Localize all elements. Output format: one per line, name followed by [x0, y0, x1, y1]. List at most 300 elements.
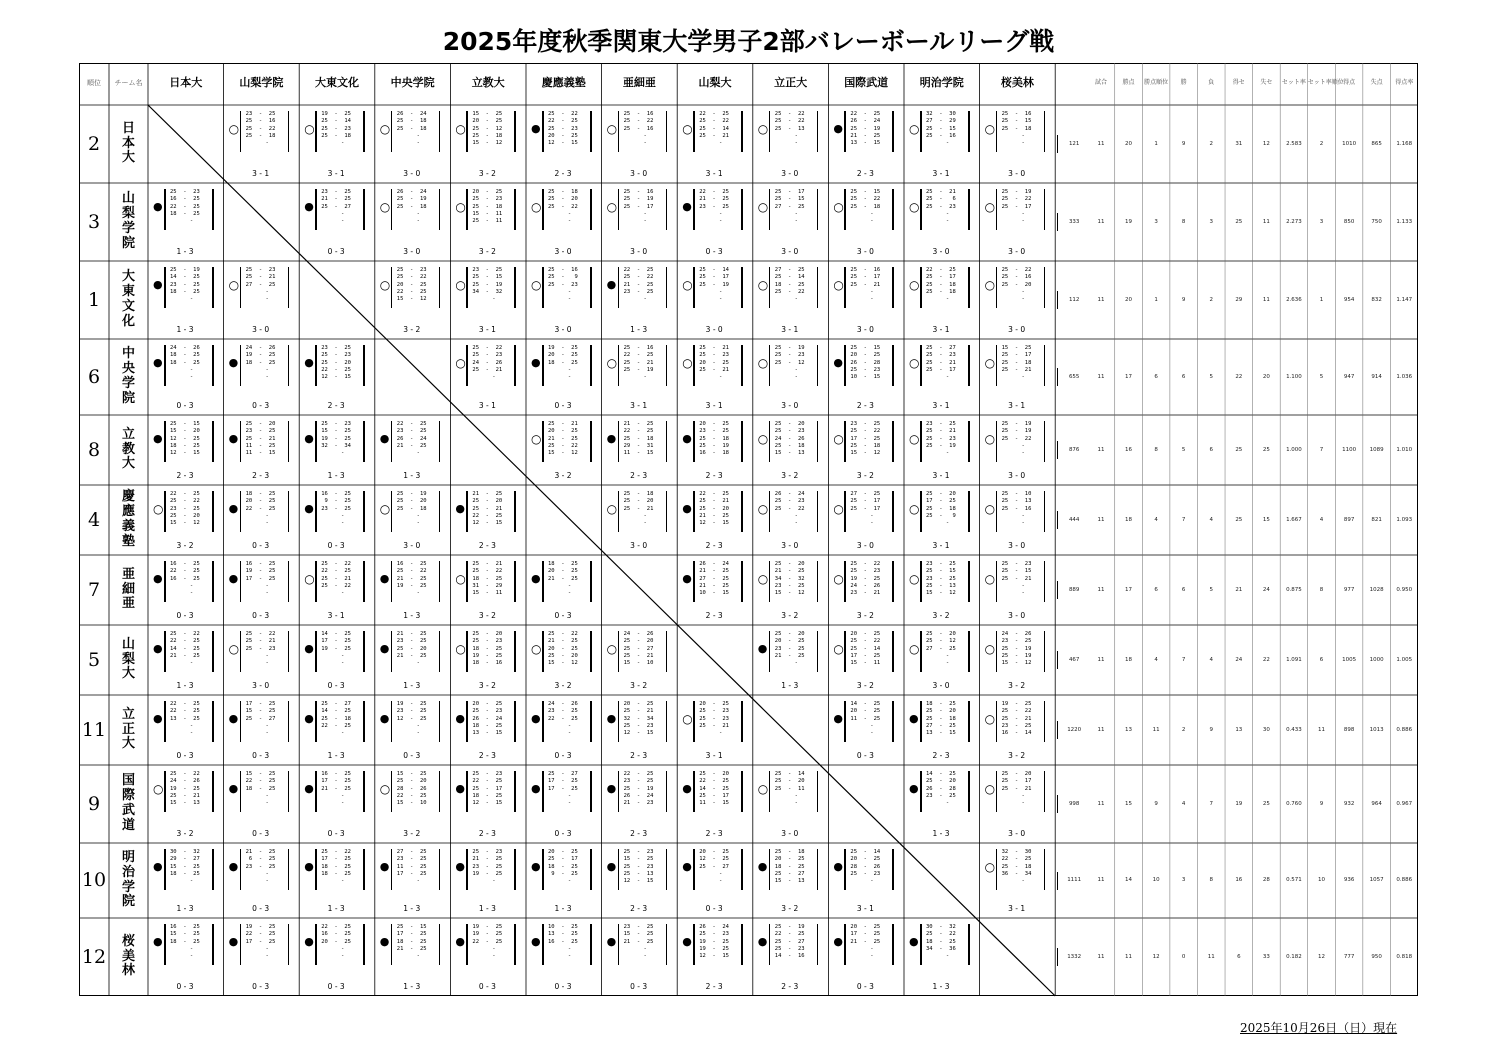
column-header-team: 大東文化: [314, 76, 359, 89]
loss-mark: ●: [304, 432, 314, 446]
match-result: 3 - 2: [176, 541, 194, 550]
loss-mark: ●: [304, 712, 314, 726]
stat-value: 5: [1319, 374, 1324, 380]
match-result: 3 - 0: [781, 829, 799, 838]
loss-mark: ●: [531, 935, 541, 949]
stat-value: 6: [1319, 657, 1324, 663]
win-mark: ○: [682, 356, 693, 371]
set-scores: 25 - 22 25 - 23 19 - 25 24 - 26 23 - 21: [850, 561, 881, 597]
match-result: 3 - 0: [932, 681, 950, 690]
stat-value: 936: [1343, 877, 1355, 883]
set-scores: 25 - 20 25 - 23 18 - 25 19 - 25 18 - 16: [472, 631, 503, 667]
loss-mark: ●: [833, 122, 843, 136]
match-result: 3 - 0: [856, 541, 874, 550]
stat-value: 1: [1154, 297, 1158, 303]
win-mark: ○: [531, 642, 542, 657]
stat-value: 25: [1235, 447, 1243, 453]
win-mark: ○: [757, 122, 769, 137]
match-result: 3 - 2: [176, 829, 194, 838]
stat-value: 11: [1097, 447, 1105, 453]
set-scores: 19 - 25 25 - 14 25 - 23 25 - 18 -: [321, 111, 351, 147]
win-mark: ○: [909, 572, 920, 587]
stat-value: 11: [1097, 877, 1105, 883]
match-result: 0 - 3: [554, 829, 572, 838]
team-name-char: 日: [121, 120, 135, 136]
stat-value: 18: [1125, 517, 1133, 523]
column-header-team: 桜美林: [1000, 76, 1034, 89]
match-result: 3 - 2: [1008, 751, 1026, 760]
stat-value: 15: [1262, 517, 1270, 523]
team-rank: 8: [87, 439, 101, 461]
win-mark: ○: [228, 278, 240, 293]
win-mark: ○: [606, 502, 618, 517]
loss-mark: ●: [833, 860, 843, 874]
match-result: 3 - 0: [932, 247, 950, 256]
win-mark: ○: [455, 200, 466, 215]
match-result: 2 - 3: [554, 169, 572, 178]
team-name-char: 山: [121, 636, 135, 652]
set-scores: 25 - 23 16 - 25 22 - 25 18 - 25 -: [170, 189, 200, 225]
stat-value: 11: [1125, 954, 1133, 960]
match-result: 0 - 3: [252, 982, 270, 991]
stat-value: 3: [1154, 219, 1158, 225]
stat-value: 777: [1343, 954, 1355, 960]
set-scores: 25 - 22 24 - 26 19 - 25 25 - 21 15 - 13: [170, 771, 200, 807]
set-scores: 18 - 25 20 - 25 21 - 25 - -: [548, 561, 578, 597]
match-result: 0 - 3: [554, 751, 572, 760]
loss-mark: ●: [531, 356, 541, 370]
win-mark: ○: [984, 122, 996, 137]
set-scores: 24 - 26 23 - 25 25 - 19 25 - 19 15 - 12: [1001, 631, 1032, 667]
match-result: 3 - 1: [781, 325, 799, 334]
match-result: 3 - 1: [1008, 904, 1026, 913]
team-name-char: 應: [121, 504, 135, 520]
loss-mark: ●: [757, 860, 768, 874]
team-name-char: 立: [121, 426, 135, 442]
stat-value: 33: [1262, 954, 1270, 960]
win-mark: ○: [455, 122, 466, 137]
win-mark: ○: [379, 502, 391, 517]
win-mark: ○: [909, 122, 920, 137]
win-mark: ○: [455, 356, 466, 371]
set-scores: 14 - 25 17 - 25 19 - 25 - -: [321, 631, 351, 667]
match-result: 0 - 3: [176, 751, 194, 760]
loss-mark: ●: [909, 782, 919, 796]
set-scores: 25 - 23 15 - 25 25 - 23 25 - 13 12 - 15: [623, 849, 654, 885]
win-mark: ○: [833, 432, 844, 447]
set-scores: 25 - 23 25 - 22 20 - 25 22 - 25 15 - 12: [396, 267, 427, 303]
win-mark: ○: [909, 278, 920, 293]
match-result: 0 - 3: [856, 751, 874, 760]
match-result: 1 - 3: [327, 471, 345, 480]
loss-mark: ●: [153, 278, 163, 292]
team-name-char: 亜: [121, 566, 135, 582]
stat-value: 10: [1152, 877, 1160, 883]
team-rank: 1: [87, 289, 101, 311]
column-header-team: 日本大: [169, 76, 203, 89]
win-mark: ○: [379, 782, 391, 797]
loss-mark: ●: [682, 502, 692, 516]
match-result: 3 - 2: [478, 681, 496, 690]
match-result: 1 - 3: [781, 681, 799, 690]
set-scores: 19 - 25 19 - 25 22 - 25 - -: [472, 924, 503, 960]
stat-value: 8: [1154, 447, 1158, 453]
win-mark: ○: [379, 278, 391, 293]
match-result: 3 - 0: [1008, 829, 1026, 838]
loss-mark: ●: [909, 712, 919, 726]
team-name-char: 林: [121, 963, 135, 979]
stat-value: 0.950: [1396, 587, 1413, 593]
win-mark: ○: [455, 278, 466, 293]
set-scores: 25 - 22 22 - 25 25 - 21 25 - 22 -: [321, 561, 351, 597]
match-result: 3 - 2: [856, 611, 874, 620]
match-result: 1 - 3: [403, 982, 421, 991]
match-result: 3 - 1: [705, 169, 723, 178]
set-scores: 25 - 23 22 - 25 25 - 17 18 - 25 12 - 15: [472, 771, 503, 807]
stat-value: 3: [1181, 877, 1186, 883]
stat-value: 850: [1343, 219, 1355, 225]
match-result: 3 - 0: [630, 247, 648, 256]
set-scores: 25 - 21 25 - 6 25 - 23 - -: [926, 189, 956, 225]
stat-value: 2.273: [1286, 219, 1302, 225]
win-mark: ○: [833, 572, 844, 587]
match-result: 1 - 3: [327, 751, 345, 760]
set-scores: 16 - 25 9 - 25 23 - 25 - -: [321, 491, 351, 527]
stat-value: 14: [1125, 877, 1133, 883]
match-result: 1 - 3: [403, 904, 421, 913]
match-result: 3 - 0: [252, 325, 270, 334]
standings-table: [79, 63, 1418, 996]
set-scores: 21 - 25 6 - 25 23 - 25 - -: [245, 849, 276, 885]
stat-value: 11: [1262, 219, 1270, 225]
stat-value: 11: [1097, 727, 1105, 733]
team-rank: 3: [87, 211, 101, 233]
stat-value: 1013: [1369, 727, 1384, 733]
set-scores: 25 - 19 25 - 23 25 - 12 - -: [774, 345, 805, 381]
loss-mark: ●: [153, 712, 163, 726]
team-name-char: 際: [121, 788, 135, 804]
team-name-char: 立: [121, 706, 135, 722]
stat-value: 898: [1343, 727, 1355, 733]
set-scores: 22 - 25 23 - 25 25 - 19 26 - 24 21 - 23: [623, 771, 654, 807]
match-result: 3 - 1: [856, 904, 874, 913]
match-result: 3 - 2: [781, 471, 799, 480]
set-scores: 26 - 24 25 - 19 25 - 18 - -: [396, 189, 427, 225]
loss-mark: ●: [304, 642, 314, 656]
loss-mark: ●: [379, 572, 390, 586]
stat-value: 11: [1097, 219, 1105, 225]
stat-value: 11: [1097, 954, 1105, 960]
set-scores: 25 - 27 14 - 25 25 - 18 22 - 25 -: [321, 701, 351, 737]
set-scores: 25 - 16 25 - 9 25 - 23 - -: [548, 267, 578, 303]
stat-header: 得点率: [1395, 79, 1414, 86]
stat-header: 得セ: [1232, 79, 1245, 86]
set-scores: 19 - 25 20 - 25 18 - 25 - -: [548, 345, 578, 381]
win-mark: ○: [531, 200, 542, 215]
total-value: 467: [1068, 657, 1080, 663]
set-scores: 25 - 19 22 - 25 25 - 27 25 - 23 14 - 16: [774, 924, 805, 960]
match-result: 0 - 3: [403, 751, 421, 760]
stat-value: 1100: [1342, 447, 1357, 453]
stat-value: 1.100: [1286, 374, 1302, 380]
stat-value: 8: [1319, 587, 1324, 593]
stat-value: 25: [1235, 219, 1243, 225]
set-scores: 23 - 25 21 - 25 25 - 27 - -: [321, 189, 351, 225]
win-mark: ○: [757, 200, 769, 215]
set-scores: 25 - 18 20 - 25 18 - 25 25 - 27 15 - 13: [774, 849, 805, 885]
set-scores: 22 - 25 22 - 25 13 - 25 - -: [170, 701, 200, 737]
set-scores: 23 - 25 25 - 15 23 - 25 25 - 13 15 - 12: [926, 561, 956, 597]
team-name-char: 学: [121, 376, 135, 391]
win-mark: ○: [984, 200, 996, 215]
column-header-team: 山梨大: [698, 76, 732, 89]
set-scores: 16 - 25 19 - 25 17 - 25 - -: [245, 561, 276, 597]
set-scores: 18 - 25 25 - 20 25 - 18 27 - 25 13 - 15: [926, 701, 956, 737]
match-result: 3 - 2: [478, 247, 496, 256]
stat-value: 11: [1097, 141, 1105, 147]
stat-value: 0.886: [1396, 877, 1413, 883]
stat-value: 1: [1154, 141, 1158, 147]
win-mark: ○: [833, 642, 844, 657]
win-mark: ○: [606, 200, 618, 215]
set-scores: 16 - 25 22 - 25 16 - 25 - -: [170, 561, 200, 597]
stat-value: 1057: [1369, 877, 1384, 883]
column-header-team: 立教大: [471, 76, 505, 89]
set-scores: 14 - 25 25 - 20 26 - 28 23 - 25 -: [926, 771, 956, 807]
stat-value: 2: [1319, 141, 1324, 147]
match-result: 1 - 3: [932, 982, 950, 991]
set-scores: 16 - 25 17 - 25 21 - 25 - -: [321, 771, 351, 807]
win-mark: ○: [304, 122, 315, 137]
match-result: 3 - 1: [252, 169, 270, 178]
set-scores: 24 - 26 23 - 25 22 - 25 - -: [548, 701, 578, 737]
stat-value: 1005: [1342, 657, 1357, 663]
match-result: 2 - 3: [630, 904, 648, 913]
stat-value: 11: [1207, 954, 1215, 960]
match-result: 0 - 3: [327, 541, 345, 550]
stat-value: 11: [1097, 657, 1105, 663]
loss-mark: ●: [455, 860, 465, 874]
stat-value: 932: [1343, 801, 1355, 807]
team-name-char: 院: [121, 235, 135, 251]
stat-value: 0.571: [1286, 877, 1302, 883]
loss-mark: ●: [682, 935, 692, 949]
stat-value: 1.005: [1396, 657, 1413, 663]
match-result: 3 - 1: [1008, 401, 1026, 410]
win-mark: ○: [757, 572, 769, 587]
loss-mark: ●: [682, 200, 692, 214]
match-result: 2 - 3: [705, 471, 723, 480]
loss-mark: ●: [304, 200, 314, 214]
match-result: 3 - 0: [781, 541, 799, 550]
total-value: 333: [1068, 219, 1080, 225]
set-scores: 23 - 25 25 - 23 25 - 20 22 - 25 12 - 15: [321, 345, 351, 381]
match-result: 2 - 3: [705, 611, 723, 620]
loss-mark: ●: [153, 200, 163, 214]
set-scores: 25 - 27 25 - 23 25 - 21 25 - 17 -: [926, 345, 956, 381]
loss-mark: ●: [304, 935, 314, 949]
stat-value: 11: [1097, 297, 1105, 303]
stat-value: 7: [1181, 517, 1186, 523]
stat-value: 1.168: [1396, 141, 1413, 147]
stat-header: 得点: [1343, 79, 1356, 86]
team-name-char: 正: [121, 721, 135, 737]
stat-value: 5: [1209, 374, 1213, 380]
set-scores: 32 - 30 27 - 29 25 - 15 25 - 16 -: [926, 111, 956, 147]
stat-value: 1.667: [1286, 517, 1302, 523]
stat-value: 0.760: [1286, 801, 1302, 807]
total-value: 655: [1068, 374, 1080, 380]
match-result: 3 - 0: [1008, 471, 1026, 480]
match-result: 3 - 2: [856, 681, 874, 690]
stat-value: 9: [1154, 801, 1158, 807]
stat-value: 1010: [1342, 141, 1357, 147]
loss-mark: ●: [531, 572, 541, 586]
stat-value: 25: [1262, 801, 1270, 807]
match-result: 1 - 3: [176, 681, 194, 690]
set-scores: 26 - 24 21 - 25 27 - 25 21 - 25 10 - 15: [699, 561, 729, 597]
loss-mark: ●: [455, 712, 465, 726]
stat-value: 4: [1181, 801, 1186, 807]
match-result: 0 - 3: [252, 611, 270, 620]
win-mark: ○: [909, 502, 920, 517]
stat-value: 19: [1235, 801, 1243, 807]
stat-value: 22: [1235, 374, 1243, 380]
team-name-char: 院: [121, 894, 135, 910]
win-mark: ○: [833, 278, 844, 293]
set-scores: 25 - 21 25 - 22 18 - 25 31 - 29 15 - 11: [472, 561, 503, 597]
win-mark: ○: [909, 642, 920, 657]
match-result: 2 - 3: [856, 169, 874, 178]
match-result: 3 - 2: [781, 904, 799, 913]
stat-value: 12: [1262, 141, 1270, 147]
stat-value: 897: [1343, 517, 1355, 523]
win-mark: ○: [153, 782, 164, 797]
set-scores: 20 - 25 25 - 17 18 - 25 9 - 25 -: [548, 849, 578, 885]
team-name-char: 化: [121, 313, 135, 329]
loss-mark: ●: [833, 712, 843, 726]
stat-value: 6: [1181, 587, 1186, 593]
set-scores: 25 - 21 25 - 23 20 - 25 25 - 21 -: [699, 345, 729, 381]
stat-value: 1.091: [1286, 657, 1302, 663]
set-scores: 25 - 14 25 - 20 25 - 11 - -: [774, 771, 805, 807]
match-result: 2 - 3: [478, 751, 496, 760]
match-result: 1 - 3: [403, 681, 421, 690]
stat-value: 1000: [1369, 657, 1384, 663]
match-result: 3 - 1: [630, 401, 648, 410]
loss-mark: ●: [153, 572, 163, 586]
match-result: 1 - 3: [554, 904, 572, 913]
team-name-char: 治: [121, 864, 135, 880]
match-result: 3 - 0: [781, 247, 799, 256]
column-header-team: 国際武道: [844, 76, 889, 89]
loss-mark: ●: [833, 356, 843, 370]
team-name-char: 亜: [121, 596, 135, 612]
match-result: 3 - 2: [554, 471, 572, 480]
match-result: 3 - 1: [705, 751, 723, 760]
match-result: 2 - 3: [478, 541, 496, 550]
set-scores: 25 - 16 25 - 19 25 - 17 - -: [623, 189, 654, 225]
stat-value: 22: [1262, 657, 1270, 663]
set-scores: 22 - 25 21 - 25 23 - 25 - -: [699, 189, 729, 225]
match-result: 0 - 3: [554, 401, 572, 410]
match-result: 0 - 3: [252, 829, 270, 838]
win-mark: ○: [984, 572, 996, 587]
set-scores: 25 - 22 22 - 25 25 - 23 20 - 25 12 - 15: [548, 111, 578, 147]
set-scores: 16 - 25 15 - 25 18 - 25 - -: [170, 924, 200, 960]
match-result: 1 - 3: [932, 829, 950, 838]
set-scores: 25 - 20 20 - 25 23 - 25 21 - 25 -: [774, 631, 805, 667]
stat-value: 914: [1371, 374, 1382, 380]
stat-value: 950: [1371, 954, 1382, 960]
match-result: 2 - 3: [630, 471, 648, 480]
match-result: 3 - 1: [932, 169, 950, 178]
stat-value: 0.967: [1396, 801, 1413, 807]
set-scores: 25 - 20 21 - 25 34 - 32 23 - 25 15 - 12: [774, 561, 805, 597]
match-result: 0 - 3: [252, 751, 270, 760]
match-result: 3 - 2: [630, 681, 648, 690]
stat-value: 1.036: [1396, 374, 1413, 380]
stat-header: セット率: [1281, 79, 1306, 86]
set-scores: 22 - 25 16 - 25 20 - 25 - -: [321, 924, 351, 960]
win-mark: ○: [757, 502, 769, 517]
stat-value: 750: [1371, 219, 1382, 225]
set-scores: 27 - 25 25 - 17 25 - 17 - -: [850, 491, 881, 527]
stat-value: 17: [1125, 587, 1133, 593]
stat-value: 7: [1209, 801, 1213, 807]
stat-value: 3: [1319, 219, 1324, 225]
set-scores: 25 - 20 25 - 12 27 - 25 - -: [926, 631, 956, 667]
set-scores: 24 - 26 18 - 25 18 - 25 - -: [170, 345, 200, 381]
set-scores: 15 - 25 25 - 17 25 - 18 25 - 21 -: [1001, 345, 1032, 381]
loss-mark: ●: [228, 572, 239, 586]
loss-mark: ●: [909, 935, 919, 949]
win-mark: ○: [153, 502, 164, 517]
loss-mark: ●: [606, 278, 617, 292]
set-scores: 23 - 25 15 - 25 21 - 25 - -: [623, 924, 654, 960]
match-result: 0 - 3: [176, 611, 194, 620]
stat-value: 12: [1318, 954, 1325, 960]
match-result: 0 - 3: [554, 611, 572, 620]
team-rank: 10: [81, 869, 107, 891]
team-name-char: 大: [121, 150, 135, 166]
stat-value: 964: [1371, 801, 1382, 807]
team-name-char: 梨: [121, 651, 135, 667]
stat-value: 9: [1209, 727, 1213, 733]
stat-value: 0.818: [1396, 954, 1413, 960]
loss-mark: ●: [606, 432, 617, 446]
stat-value: 977: [1343, 587, 1355, 593]
loss-mark: ●: [304, 860, 314, 874]
match-result: 0 - 3: [630, 982, 648, 991]
set-scores: 25 - 20 22 - 25 14 - 25 25 - 17 11 - 15: [699, 771, 729, 807]
stat-value: 5: [1181, 447, 1186, 453]
team-name-char: 美: [121, 948, 135, 964]
set-scores: 25 - 14 25 - 17 25 - 19 - -: [699, 267, 729, 303]
match-result: 2 - 3: [705, 982, 723, 991]
win-mark: ○: [984, 432, 996, 447]
loss-mark: ●: [455, 935, 465, 949]
stat-value: 1: [1319, 297, 1324, 303]
as-of-date: 2025年10月26日（日）現在: [1240, 1021, 1398, 1035]
team-rank: 6: [87, 366, 101, 388]
set-scores: 32 - 30 22 - 25 25 - 18 36 - 34 -: [1001, 849, 1032, 885]
match-result: 3 - 0: [781, 401, 799, 410]
stat-value: 0: [1181, 954, 1186, 960]
team-name-char: 国: [121, 773, 135, 789]
set-scores: 20 - 25 25 - 23 26 - 24 18 - 25 13 - 15: [472, 701, 503, 737]
stat-value: 5: [1209, 587, 1213, 593]
